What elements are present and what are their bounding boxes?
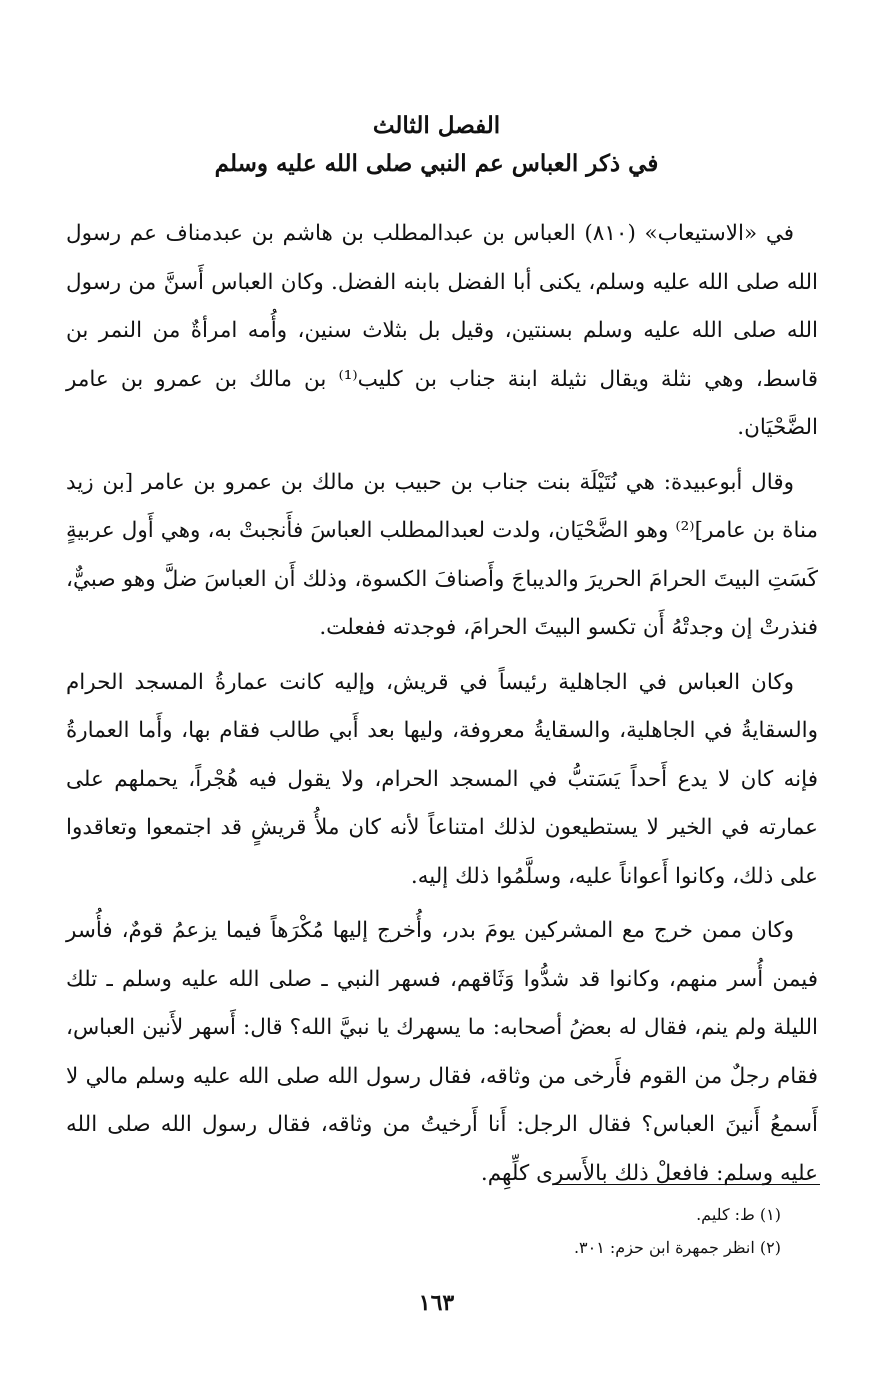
page-number: ١٦٣: [418, 1290, 455, 1316]
paragraph-4: وكان ممن خرج مع المشركين يومَ بدر، وأُخرج إليها مُكْرَهاً فيما يزعمُ قومٌ، فأُسر فيمن أُسر منهم، وكانوا قد شدُّوا وَثَاقهم، فسهر النبي ـ صلى الله عليه وسلم ـ تلك الليلة ولم ينم، فقال له بعضُ أصحابه: ما يسهرك يا نبيَّ الله؟ قال: أَسهر لأَنين العباس، فقام رجلٌ من القوم فأَرخى من وثاقه، فقال رسول الله صلى الله عليه وسلم مالي لا أَسمعُ أَنينَ العباس؟ فقال الرجل: أَنا أَرخيتُ من وثاقه، فقال رسول الله صلى الله عليه وسلم: فافعلْ ذلك بالأَسرى كلِّهِم.: [66, 918, 818, 1186]
paragraph-3: وكان العباس في الجاهلية رئيساً في قريش، وإليه كانت عمارةُ المسجد الحرام والسقايةُ في الجاهلية، والسقايةُ معروفة، وليها بعد أَبي طالب فقام بها، وأَما العمارةُ فإنه كان لا يدع أَحداً يَسَتبُّ في المسجد الحرام، ولا يقول فيه هُجْراً، يحملهم على عمارته في الخير لا يستطيعون لذلك امتناعاً لأنه كان ملأُ قريشٍ قد اجتمعوا وتعاقدوا على ذلك، وكانوا أَعواناً عليه، وسلَّمُوا ذلك إليه.: [66, 669, 818, 889]
footnotes: [66, 1198, 781, 1264]
chapter-title: الفصل الثالث: [372, 112, 501, 139]
footnote-divider: [553, 1184, 820, 1185]
footnote-1: (١) ط: كليم.: [696, 1205, 781, 1224]
body-text: [66, 210, 818, 1204]
section-title: في ذكر العباس عم النبي صلى الله عليه وسلم: [214, 150, 659, 177]
paragraph-2: وقال أبوعبيدة: هي نُتَيْلَة بنت جناب بن حبيب بن مالك بن عمرو بن عامر [بن زيد مناة بن عامر]⁽²⁾ وهو الضَّحْيَان، ولدت لعبدالمطلب العباسَ فأَنجبتْ به، وهي أَول عربيةٍ كَسَتِ البيتَ الحرامَ الحريرَ والديباجَ وأَصنافَ الكسوة، وذلك أَن العباسَ ضلَّ وهو صبيٌّ، فنذرتْ إن وجدتْهُ أَن تكسو البيتَ الحرامَ، فوجدته ففعلت.: [66, 469, 819, 640]
paragraph-1: في «الاستيعاب» (٨١٠) العباس بن عبدالمطلب بن هاشم بن عبدمناف عم رسول الله صلى الله عليه وسلم، يكنى أبا الفضل بابنه الفضل. وكان العباس أَسنَّ من رسول الله صلى الله عليه وسلم بسنتين، وقيل بل بثلاث سنين، وأُمه امرأةٌ من النمر بن قاسط، وهي نثلة ويقال نثيلة ابنة جناب بن كليب⁽¹⁾ بن مالك بن عمرو بن عامر الضَّحْيَان.: [66, 221, 819, 440]
footnote-2: (٢) انظر جمهرة ابن حزم: ٣٠١.: [573, 1238, 781, 1257]
